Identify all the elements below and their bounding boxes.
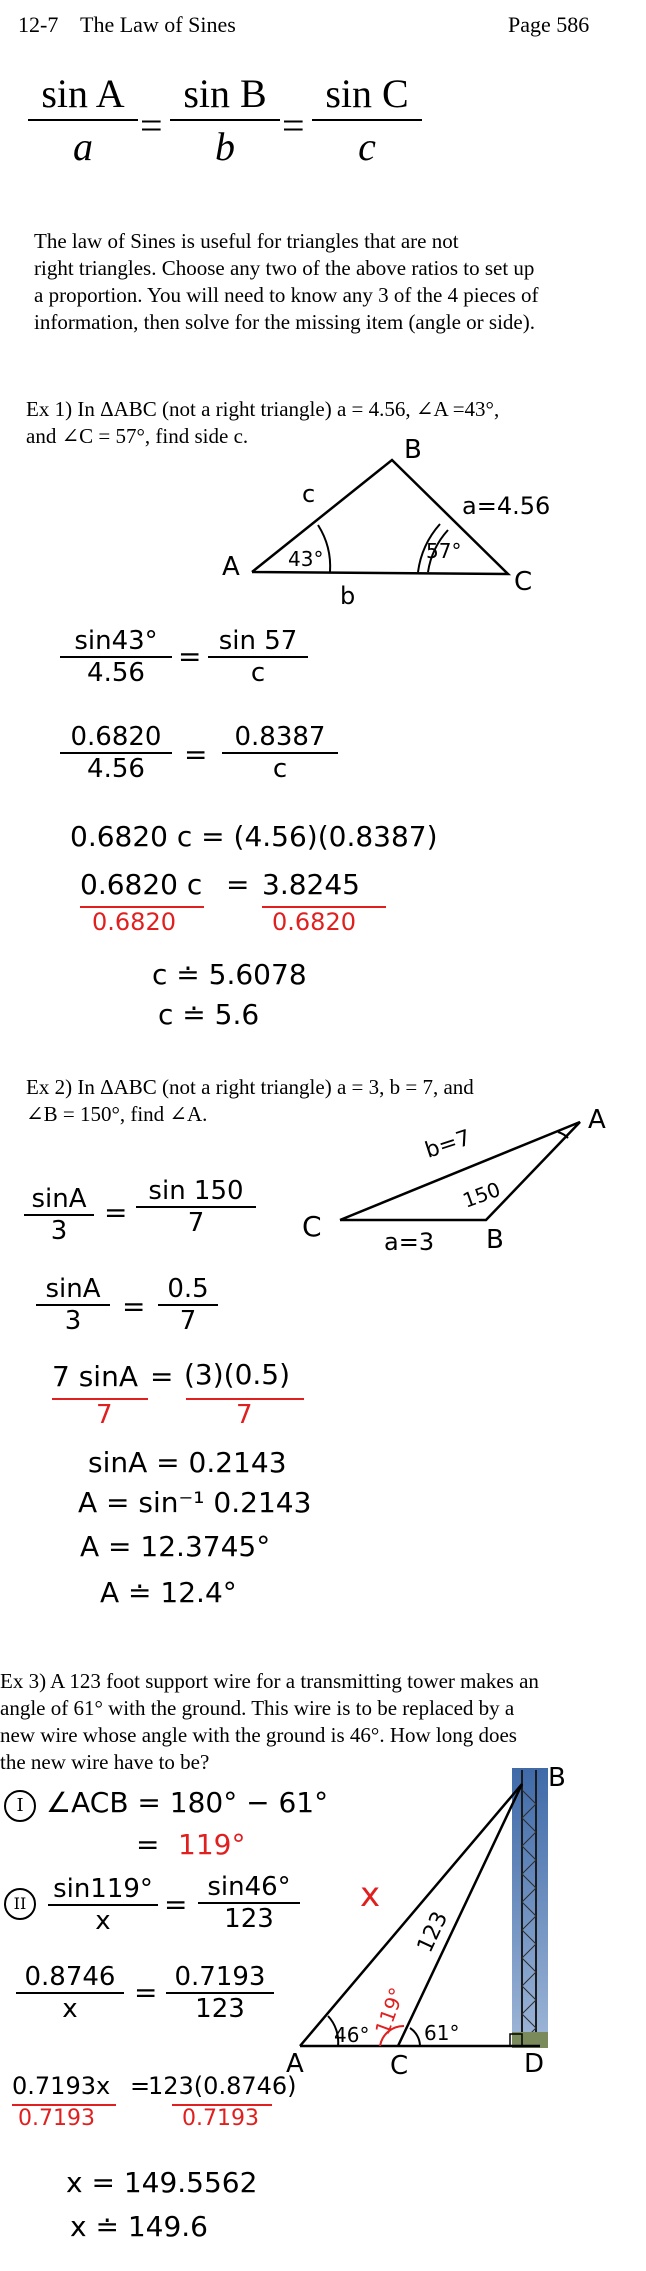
ex1-s2-lden: 4.56 bbox=[87, 754, 145, 784]
ratio-b bbox=[170, 70, 280, 170]
ex2-s3-right: (3)(0.5) bbox=[184, 1358, 291, 1391]
section-number: 12-7 bbox=[18, 12, 59, 37]
ex3-problem-line: new wire whose angle with the ground is 46°. How long does bbox=[0, 1723, 517, 1747]
ex1-vertex-c: C bbox=[514, 567, 533, 597]
ex2-step7: A ≐ 12.4° bbox=[100, 1576, 237, 1609]
ex3-s3-eq: = bbox=[134, 1976, 158, 2009]
ex1-side-b-label: b bbox=[340, 582, 356, 610]
ex2-s2-eq: = bbox=[122, 1290, 146, 1323]
ex2-s1-rnum: sin 150 bbox=[136, 1176, 256, 1208]
ex3-s4-left: 0.7193x bbox=[12, 2072, 111, 2100]
ex3-s3-rden: 123 bbox=[195, 1994, 245, 2024]
intro-line: a proportion. You will need to know any 3 of the 4 pieces of bbox=[34, 283, 539, 307]
ex3-s4-div-right: 0.7193 bbox=[182, 2106, 259, 2131]
ex1-s4-right: 3.8245 bbox=[262, 868, 360, 901]
ex1-s4-eq: = bbox=[226, 868, 250, 901]
intro-line: The law of Sines is useful for triangles that are not bbox=[34, 229, 459, 253]
ex1-step6: c ≐ 5.6 bbox=[158, 998, 260, 1031]
ratio-b-den: b bbox=[215, 124, 235, 169]
ex1-s1-rden: c bbox=[250, 658, 266, 688]
ex3-step5: x = 149.5562 bbox=[66, 2166, 258, 2199]
ex3-s2-rnum: sin46° bbox=[198, 1872, 300, 1904]
ex3-marker-2: II bbox=[4, 1888, 36, 1920]
ex3-s2-eq: = bbox=[164, 1888, 188, 1921]
ex3-step6: x ≐ 149.6 bbox=[70, 2210, 208, 2243]
ex2-triangle-diagram bbox=[0, 1090, 646, 1260]
ex3-s4-div-left: 0.7193 bbox=[18, 2106, 95, 2131]
ex1-side-c-label: c bbox=[302, 480, 316, 508]
ex3-s3-rnum: 0.7193 bbox=[166, 1962, 274, 1994]
ex3-marker-1: I bbox=[4, 1790, 36, 1822]
ex3-problem-line: angle of 61° with the ground. This wire is to be replaced by a bbox=[0, 1696, 515, 1720]
ex1-s2-eq: = bbox=[184, 738, 208, 771]
ex1-side-a-label: a=4.56 bbox=[462, 492, 551, 520]
ex3-side-label: 123 bbox=[412, 1907, 454, 1957]
page-number: Page 586 bbox=[508, 12, 590, 37]
ex2-vertex-b: B bbox=[486, 1225, 504, 1255]
formula-eq-2: = bbox=[282, 103, 305, 148]
ex1-angle-c-label: 57° bbox=[426, 539, 462, 563]
ex2-vertex-a: A bbox=[588, 1105, 606, 1135]
ex2-step6: A = 12.3745° bbox=[80, 1530, 271, 1563]
ex3-s3-left-frac bbox=[16, 1962, 124, 2024]
ex3-s1b-val: 119° bbox=[178, 1828, 246, 1861]
ex3-s4-right: 123(0.8746) bbox=[148, 2072, 297, 2100]
ex3-angle-c-label: 119° bbox=[370, 1984, 410, 2038]
ex2-s2-left-frac bbox=[36, 1274, 110, 1336]
ex3-s1b-eq: = bbox=[136, 1828, 160, 1861]
ratio-a-num: sin A bbox=[28, 70, 138, 121]
ex1-s1-lden: 4.56 bbox=[87, 658, 145, 688]
ex1-s1-left-frac bbox=[60, 626, 172, 688]
ex3-problem-line: the new wire have to be? bbox=[0, 1750, 210, 1774]
ex1-s4-left: 0.6820 c bbox=[80, 868, 203, 901]
ex3-s3-lnum: 0.8746 bbox=[16, 1962, 124, 1994]
ratio-a bbox=[28, 70, 138, 170]
ex1-s1-rnum: sin 57 bbox=[208, 626, 308, 658]
ex2-s1-left-frac bbox=[24, 1184, 94, 1246]
ex3-s3-right-frac bbox=[166, 1962, 274, 2024]
ex2-problem-line: ∠B = 150°, find ∠A. bbox=[26, 1102, 208, 1126]
ex1-s2-right-frac bbox=[222, 722, 338, 784]
ex2-s1-eq: = bbox=[104, 1196, 128, 1229]
ex2-s1-lnum: sinA bbox=[24, 1184, 94, 1216]
ex3-problem-line: Ex 3) A 123 foot support wire for a transmitting tower makes an bbox=[0, 1669, 539, 1693]
ex3-x-label: x bbox=[360, 1875, 381, 1915]
ex3-s2-rden: 123 bbox=[224, 1904, 274, 1934]
formula-eq-1: = bbox=[140, 103, 163, 148]
ex2-s2-lden: 3 bbox=[64, 1306, 82, 1336]
ex3-vertex-d: D bbox=[524, 2049, 545, 2079]
ex1-problem-line: and ∠C = 57°, find side c. bbox=[26, 424, 249, 448]
ex3-s2-lnum: sin119° bbox=[48, 1874, 158, 1906]
ex2-step5: A = sin⁻¹ 0.2143 bbox=[78, 1486, 312, 1519]
ex2-vertex-c: C bbox=[302, 1210, 322, 1243]
ex2-s1-rden: 7 bbox=[187, 1208, 205, 1238]
ex2-s3-div-left: 7 bbox=[96, 1400, 113, 1430]
ex1-s2-rnum: 0.8387 bbox=[222, 722, 338, 754]
ex2-side-b-label: b=7 bbox=[422, 1125, 474, 1164]
ex3-vertex-a: A bbox=[286, 2049, 304, 2079]
ex1-s1-eq: = bbox=[178, 640, 202, 673]
ex1-step3: 0.6820 c = (4.56)(0.8387) bbox=[70, 820, 438, 853]
ex2-s2-rnum: 0.5 bbox=[158, 1274, 218, 1306]
ex1-angle-a-label: 43° bbox=[288, 547, 324, 571]
intro-paragraph bbox=[34, 228, 644, 336]
ex2-s2-lnum: sinA bbox=[36, 1274, 110, 1306]
ex3-s2-lden: x bbox=[95, 1906, 111, 1936]
ratio-a-den: a bbox=[73, 124, 93, 169]
ex1-s2-lnum: 0.6820 bbox=[60, 722, 172, 754]
ex3-angle-a-label: 46° bbox=[334, 2023, 370, 2047]
ex2-s3-eq: = bbox=[150, 1360, 174, 1393]
ex3-vertex-c: C bbox=[390, 2051, 409, 2080]
intro-line: information, then solve for the missing item (angle or side). bbox=[34, 310, 535, 334]
ex1-vertex-a: A bbox=[222, 552, 240, 582]
ex3-s4-eq: = bbox=[130, 2072, 151, 2100]
ex3-s1a: ∠ACB = 180° − 61° bbox=[46, 1786, 329, 1819]
tower-photo bbox=[512, 1768, 548, 2048]
ex2-s3-left: 7 sinA bbox=[52, 1360, 138, 1393]
ex1-s2-left-frac bbox=[60, 722, 172, 784]
ex3-angle-c2-label: 61° bbox=[424, 2021, 460, 2045]
ex2-s2-rden: 7 bbox=[179, 1306, 197, 1336]
ex2-s1-right-frac bbox=[136, 1176, 256, 1238]
ex2-s2-right-frac bbox=[158, 1274, 218, 1336]
ex3-s2-right-frac bbox=[198, 1872, 300, 1934]
ex1-s1-lnum: sin43° bbox=[60, 626, 172, 658]
ex1-s2-rden: c bbox=[272, 754, 288, 784]
ex1-s4-div-left: 0.6820 bbox=[92, 908, 176, 936]
ex1-triangle-diagram bbox=[0, 430, 646, 620]
ratio-c bbox=[312, 70, 422, 170]
ratio-c-num: sin C bbox=[312, 70, 422, 121]
ex1-problem-line: Ex 1) In ΔABC (not a right triangle) a = 4.56, ∠A =43°, bbox=[26, 397, 500, 421]
ratio-c-den: c bbox=[358, 124, 376, 169]
ex2-s3-div-right: 7 bbox=[236, 1400, 253, 1430]
ratio-b-num: sin B bbox=[170, 70, 280, 121]
ex2-side-a-label: a=3 bbox=[384, 1228, 435, 1256]
ex1-s1-right-frac bbox=[208, 626, 308, 688]
ex3-vertex-b: B bbox=[548, 1763, 566, 1793]
intro-line: right triangles. Choose any two of the above ratios to set up bbox=[34, 256, 535, 280]
ex1-s4-div-right: 0.6820 bbox=[272, 908, 356, 936]
page-title: The Law of Sines bbox=[80, 12, 236, 37]
ex3-s2-left-frac bbox=[48, 1874, 158, 1936]
ex1-vertex-b: B bbox=[404, 435, 422, 465]
ex2-angle-b-label: 150 bbox=[459, 1177, 504, 1213]
ex2-problem-line: Ex 2) In ΔABC (not a right triangle) a = 3, b = 7, and bbox=[26, 1075, 474, 1099]
ex2-step4: sinA = 0.2143 bbox=[88, 1446, 287, 1479]
ex3-s3-lden: x bbox=[62, 1994, 78, 2024]
ex1-step5: c ≐ 5.6078 bbox=[152, 958, 307, 991]
ex2-s1-lden: 3 bbox=[50, 1216, 68, 1246]
